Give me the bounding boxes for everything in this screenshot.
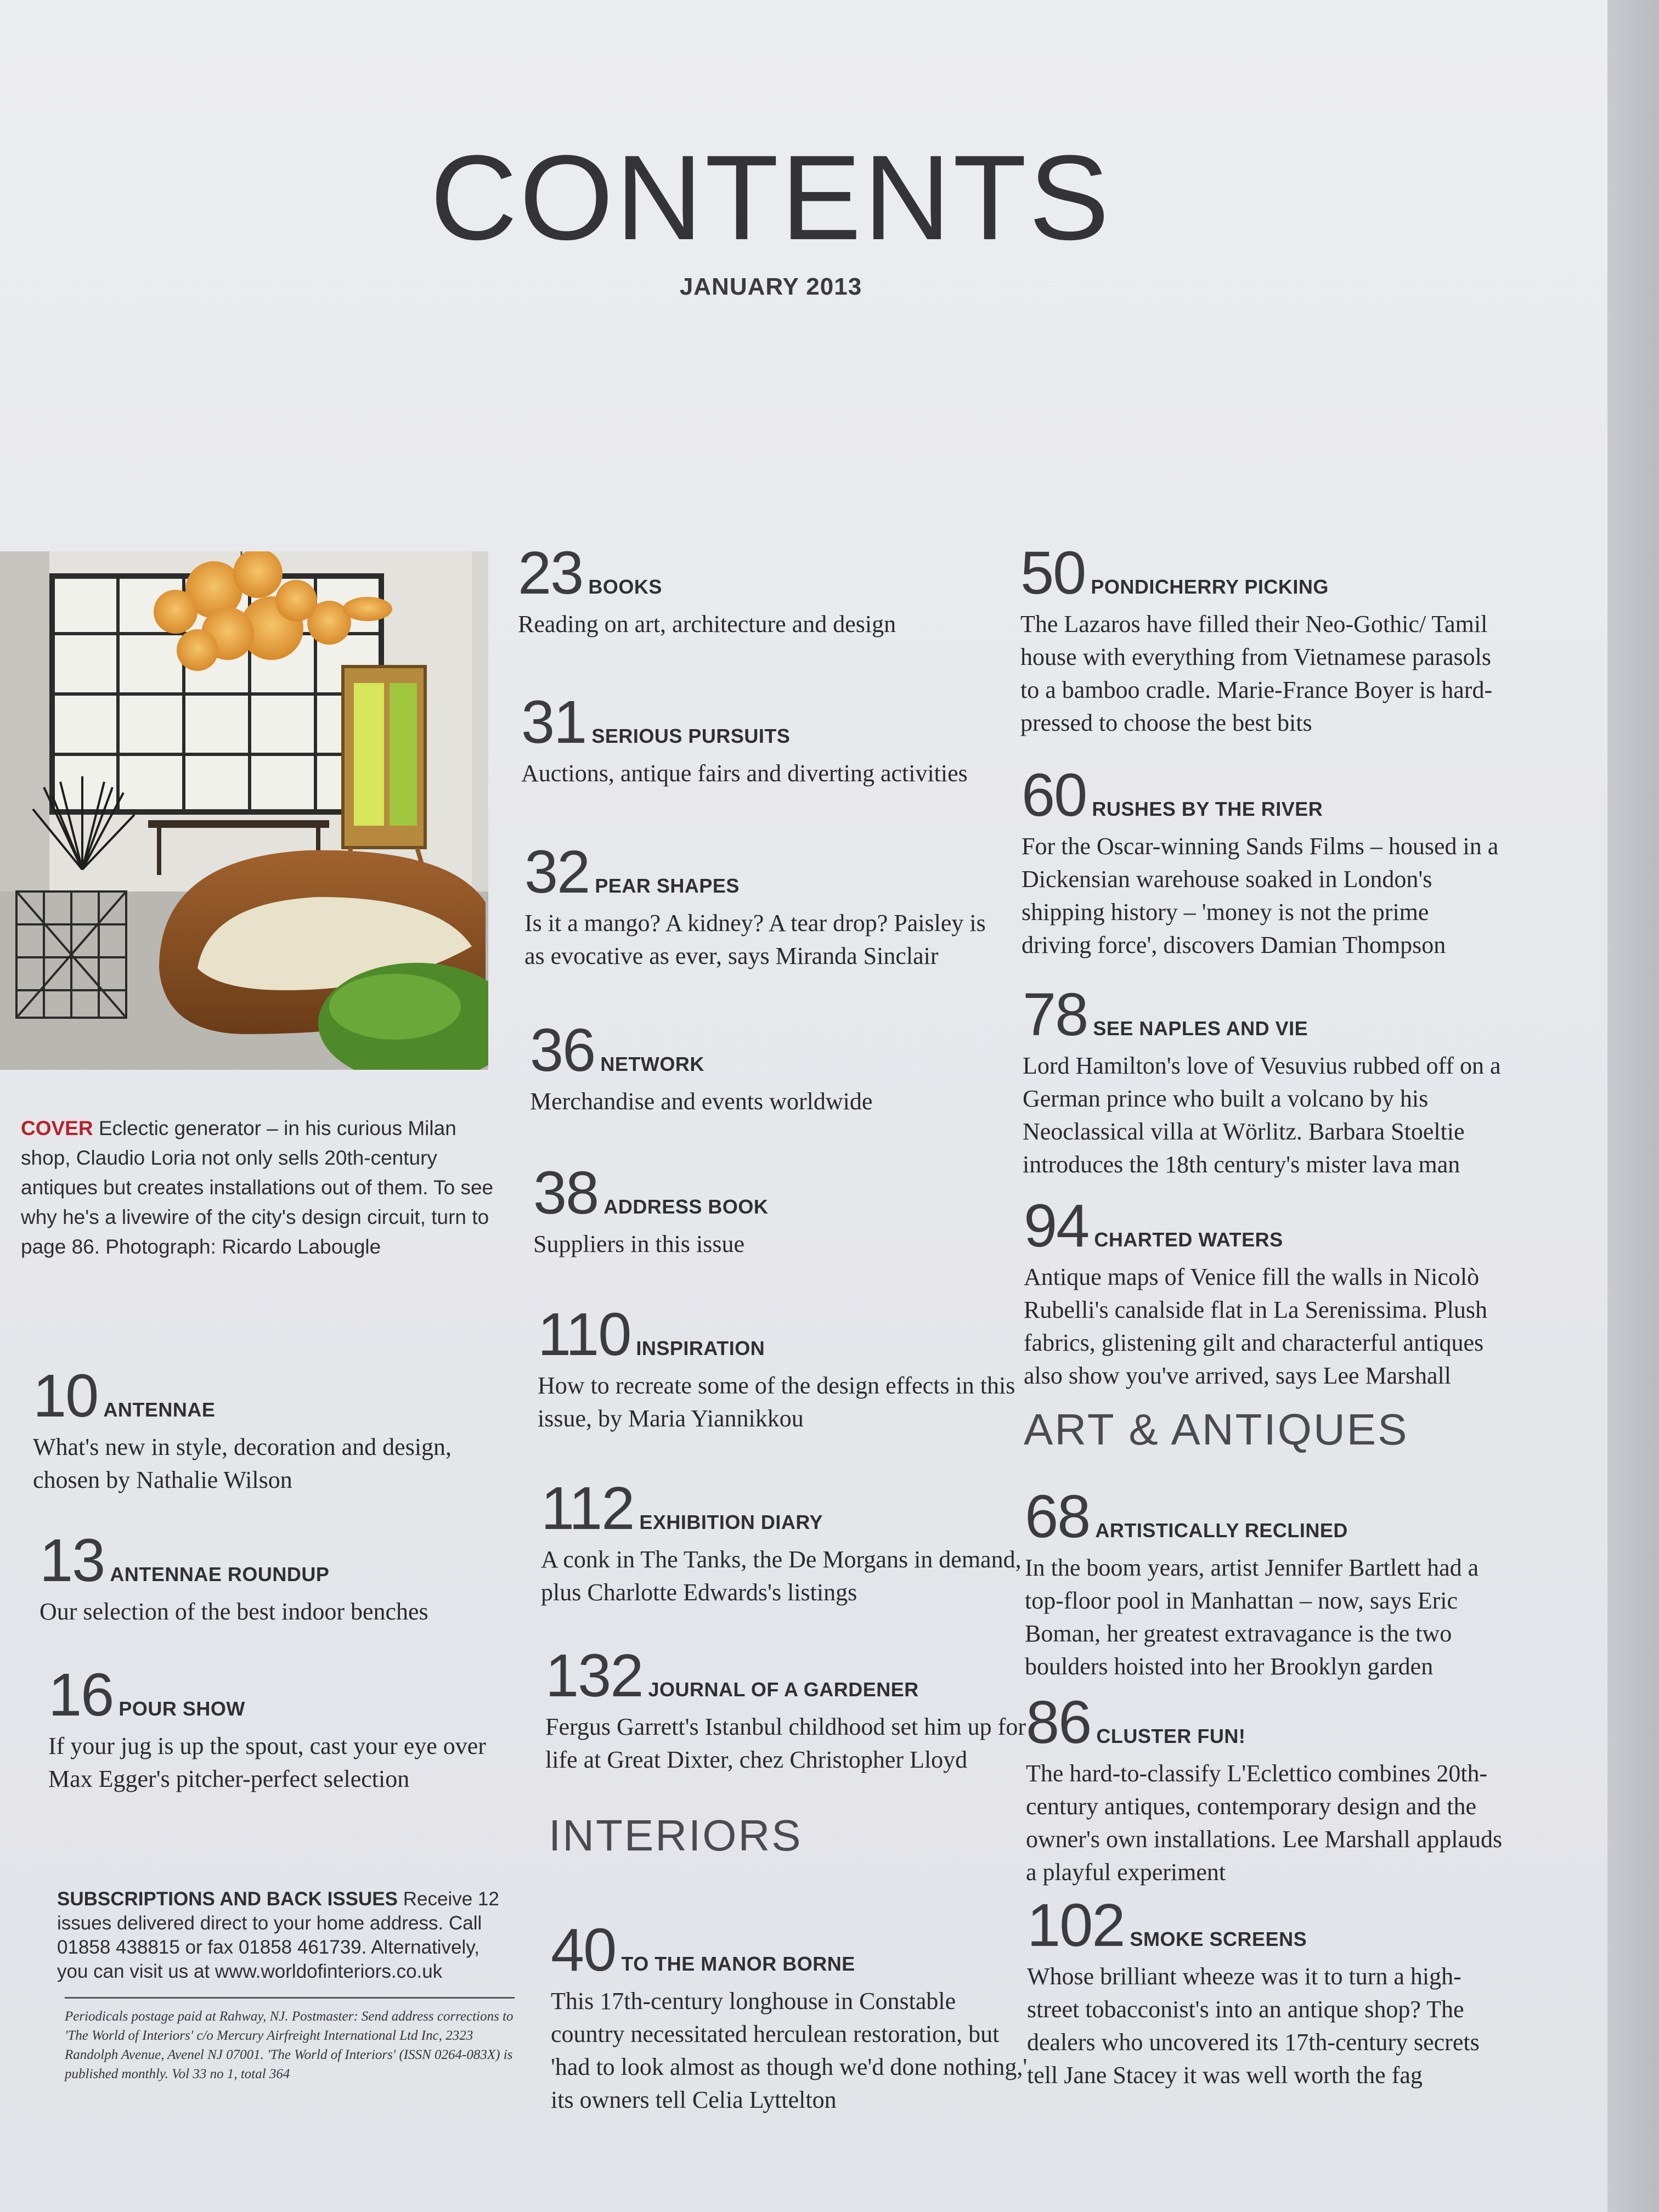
issue-date: JANUARY 2013 (679, 273, 862, 300)
entry-title: CHARTED WATERS (1094, 1228, 1283, 1251)
page-number: 60 (1022, 761, 1087, 829)
page-edge-shadow (1607, 0, 1659, 2212)
cover-caption-text: Eclectic generator – in his curious Milan shop, Claudio Loria not only sells 20th-century antiques but creates installations out of them. To see why he's a livewire of the city's design circuit, turn to page 86. Photograph: Ricardo Labougle (21, 1117, 494, 1258)
page-number: 78 (1023, 981, 1088, 1048)
page-number: 32 (524, 838, 590, 906)
page-number: 38 (533, 1159, 599, 1227)
entry-title: SERIOUS PURSUITS (591, 725, 791, 747)
entry-title: SEE NAPLES AND VIE (1093, 1017, 1308, 1040)
cover-photograph (0, 551, 488, 1070)
page-number: 68 (1025, 1483, 1090, 1550)
subscriptions-info (57, 1887, 516, 1984)
entry-description: For the Oscar-winning Sands Films – housed in a Dickensian warehouse soaked in London's shipping history – 'money is not the prime driving force', discovers Damian Thompson (1022, 833, 1499, 958)
entry-description: Fergus Garrett's Istanbul childhood set him up for life at Great Dixter, chez Christopher Lloyd (545, 1713, 1026, 1773)
page-number: 10 (33, 1362, 98, 1430)
entry-title: NETWORK (600, 1053, 704, 1075)
masthead (0, 130, 1542, 301)
contents-entry[interactable] (551, 1916, 1034, 2117)
subscriptions-text: Receive 12 issues delivered direct to your home address. Call 01858 438815 or fax 01858 461739. Alternatively, you can visit us at www.worldofinteriors.co.uk (57, 1888, 499, 1982)
section-heading-art-antiques: ART & ANTIQUES (1024, 1405, 1409, 1454)
entry-title: EXHIBITION DIARY (639, 1511, 823, 1533)
entry-description: This 17th-century longhouse in Constable country necessitated herculean restoration, but 'had to look almost as though we'd done nothing,' its owners tell Celia Lyttelton (551, 1988, 1028, 2113)
contents-entry[interactable] (538, 1301, 1020, 1435)
subscriptions-label: SUBSCRIPTIONS AND BACK ISSUES (57, 1888, 398, 1910)
contents-entry[interactable] (1024, 1192, 1506, 1392)
entry-title: JOURNAL OF A GARDENER (648, 1678, 919, 1701)
entry-title: PONDICHERRY PICKING (1091, 575, 1329, 598)
entry-title: CLUSTER FUN! (1096, 1725, 1246, 1747)
entry-description: Antique maps of Venice fill the walls in Nicolò Rubelli's canalside flat in La Serenissima. Plush fabrics, glistening gilt and characterful antiques also show you've arrived, says Lee Marshall (1024, 1263, 1488, 1389)
divider (65, 1997, 515, 1999)
section-heading-interiors: INTERIORS (549, 1811, 803, 1860)
page-number: 40 (551, 1916, 616, 1984)
page-number: 110 (538, 1301, 631, 1368)
contents-entry[interactable] (545, 1642, 1028, 1776)
entry-title: PEAR SHAPES (595, 874, 740, 897)
page-number: 16 (48, 1661, 114, 1729)
contents-entry[interactable] (1020, 539, 1503, 740)
contents-entry[interactable] (40, 1527, 522, 1628)
entry-description: Is it a mango? A kidney? A tear drop? Paisley is as evocative as ever, says Miranda Sinclair (524, 910, 986, 969)
cover-label: COVER (21, 1117, 93, 1139)
contents-entry[interactable] (530, 1017, 1013, 1118)
page-number: 36 (530, 1017, 595, 1084)
contents-entry[interactable] (541, 1475, 1024, 1609)
contents-entry[interactable] (521, 689, 1004, 790)
entry-title: RUSHES BY THE RIVER (1092, 798, 1323, 820)
page-number: 31 (521, 689, 586, 756)
entry-title: BOOKS (588, 575, 662, 598)
entry-description: If your jug is up the spout, cast your eye over Max Egger's pitcher-perfect selection (48, 1733, 486, 1792)
contents-entry[interactable] (1026, 1689, 1509, 1889)
page-number: 23 (518, 539, 583, 607)
entry-description: A conk in The Tanks, the De Morgans in demand, plus Charlotte Edwards's listings (541, 1546, 1022, 1606)
contents-entry[interactable] (1022, 761, 1504, 962)
entry-description: Our selection of the best indoor benches (40, 1598, 428, 1625)
entry-description: How to recreate some of the design effects in this issue, by Maria Yiannikkou (538, 1372, 1015, 1432)
page-number: 132 (545, 1642, 643, 1709)
entry-title: ARTISTICALLY RECLINED (1095, 1519, 1348, 1542)
entry-title: SMOKE SCREENS (1130, 1928, 1307, 1950)
entry-description: Merchandise and events worldwide (530, 1088, 873, 1115)
entry-title: ANTENNAE ROUNDUP (110, 1563, 330, 1585)
entry-title: ANTENNAE (103, 1398, 216, 1421)
entry-description: Lord Hamilton's love of Vesuvius rubbed off on a German prince who built a volcano by his Neoclassical villa at Wörlitz. Barbara Stoeltie introduces the 18th century's mister lava man (1023, 1052, 1501, 1178)
entry-description: What's new in style, decoration and design, chosen by Nathalie Wilson (33, 1434, 452, 1493)
page-number: 50 (1020, 539, 1086, 607)
page-number: 112 (541, 1475, 634, 1542)
entry-description: The Lazaros have filled their Neo-Gothic/ Tamil house with everything from Vietnamese parasols to a bamboo cradle. Marie-France Boyer is hard-pressed to choose the best bits (1020, 611, 1493, 736)
cover-caption (21, 1114, 504, 1262)
contents-entry[interactable] (1025, 1483, 1508, 1683)
page-number: 86 (1026, 1689, 1091, 1756)
entry-title: POUR SHOW (119, 1697, 245, 1720)
entry-title: INSPIRATION (636, 1337, 765, 1359)
entry-description: Suppliers in this issue (533, 1231, 745, 1257)
entry-description: In the boom years, artist Jennifer Bartlett had a top-floor pool in Manhattan – now, says Eric Boman, her greatest extravagance is the two boulders hoisted into her Brooklyn garden (1025, 1554, 1479, 1680)
entry-title: ADDRESS BOOK (603, 1195, 769, 1218)
contents-entry[interactable] (533, 1159, 1016, 1261)
contents-entry[interactable] (33, 1362, 516, 1497)
entry-description: Whose brilliant wheeze was it to turn a high-street tobacconist's into an antique shop? The dealers who uncovered its 17th-century secrets tell Jane Stacey it was well worth the fag (1027, 1963, 1480, 2089)
postal-fine-print: Periodicals postage paid at Rahway, NJ. Postmaster: Send address corrections to 'The World of Interiors' c/o Mercury Airfreight International Ltd Inc, 2323 Randolph Avenue, Avenel NJ 07001. 'The World of Interiors' (ISSN 0264-083X) is published monthly. Vol 33 no 1, total 364 (65, 2009, 514, 2081)
page-title: CONTENTS (430, 130, 1111, 265)
page-number: 13 (40, 1527, 105, 1594)
contents-entry[interactable] (1027, 1892, 1510, 2092)
entry-description: Reading on art, architecture and design (518, 611, 896, 637)
contents-entry[interactable] (524, 838, 1007, 973)
page-number: 102 (1027, 1892, 1125, 1959)
contents-entry[interactable] (518, 539, 1001, 641)
page-number: 94 (1024, 1192, 1089, 1260)
entry-description: The hard-to-classify L'Eclettico combines 20th-century antiques, contemporary design and the owner's own installations. Lee Marshall applauds a playful experiment (1026, 1760, 1503, 1886)
entry-description: Auctions, antique fairs and diverting activities (521, 760, 968, 787)
contents-entry[interactable] (48, 1661, 531, 1796)
contents-entry[interactable] (1023, 981, 1505, 1181)
entry-title: TO THE MANOR BORNE (621, 1953, 855, 1975)
